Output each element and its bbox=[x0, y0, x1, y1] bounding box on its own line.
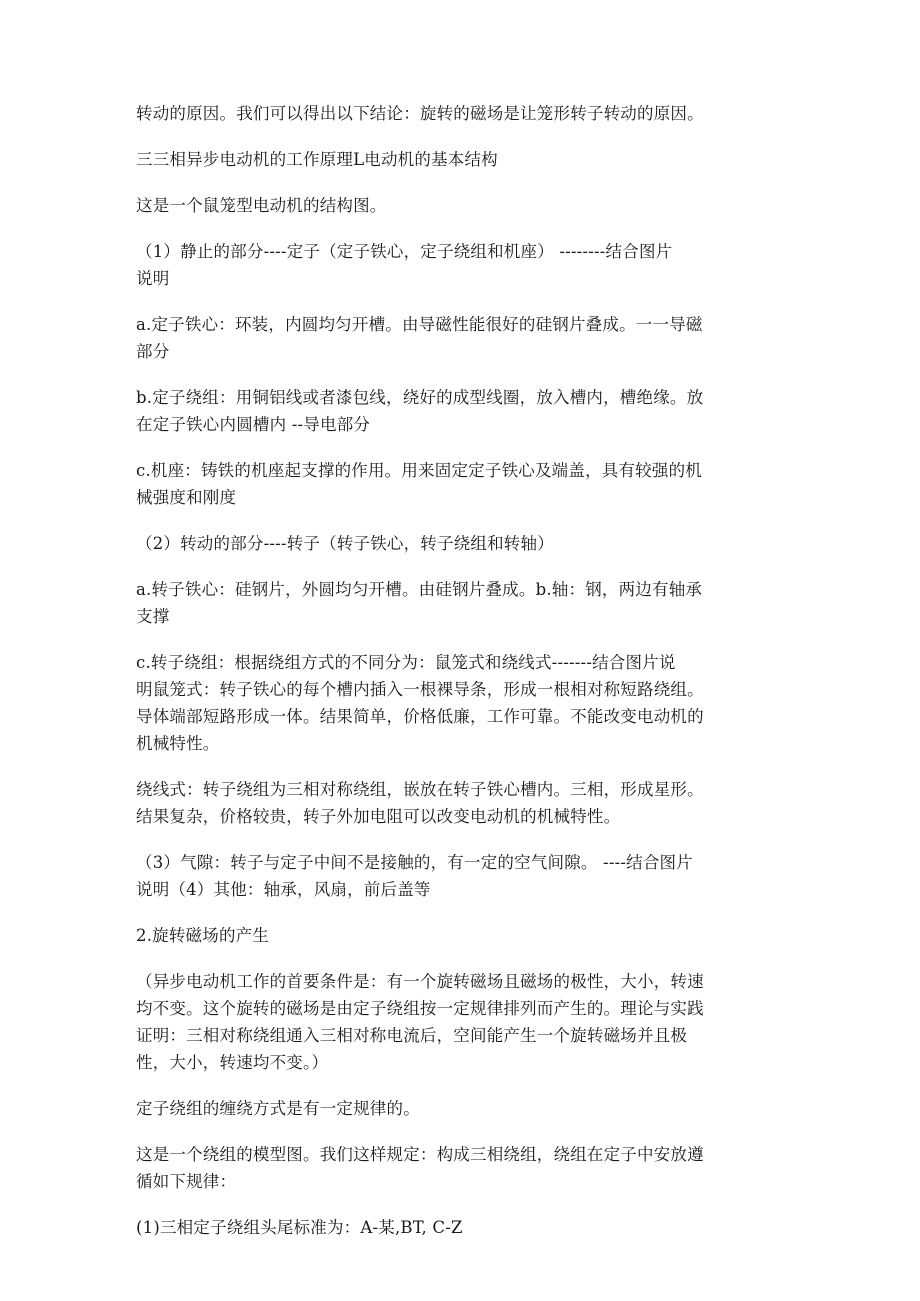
text-line: 说明（4）其他：轴承，风扇，前后盖等 bbox=[136, 880, 431, 899]
text-line: 结果复杂，价格较贵，转子外加电阻可以改变电动机的机械特性。 bbox=[136, 807, 621, 826]
paragraph bbox=[136, 384, 772, 438]
text-line: 均不变。这个旋转的磁场是由定子绕组按一定规律排列而产生的。理论与实践 bbox=[136, 999, 704, 1018]
paragraph bbox=[136, 192, 772, 219]
text-line: b.定子绕组：用铜铝线或者漆包线，绕好的成型线圈，放入槽内，槽绝缘。放 bbox=[136, 388, 704, 407]
text-line: (1)三相定子绕组头尾标准为：A-某,BT, C-Z bbox=[136, 1218, 463, 1237]
paragraph bbox=[136, 1095, 772, 1122]
paragraph bbox=[136, 849, 772, 903]
text-line: 在定子铁心内圆槽内 --导电部分 bbox=[136, 415, 371, 434]
paragraph bbox=[136, 530, 772, 557]
text-line: 这是一个绕组的模型图。我们这样规定：构成三相绕组，绕组在定子中安放遵 bbox=[136, 1145, 704, 1164]
paragraph bbox=[136, 968, 772, 1076]
text-line: 支撑 bbox=[136, 607, 170, 626]
paragraph bbox=[136, 576, 772, 630]
text-line: 部分 bbox=[136, 342, 170, 361]
text-line: （1）静止的部分----定子（定子铁心，定子绕组和机座） --------结合图片 bbox=[136, 242, 673, 261]
text-line: a.定子铁心：环装，内圆均匀开槽。由导磁性能很好的硅钢片叠成。一一导磁 bbox=[136, 315, 703, 334]
text-line: c.机座：铸铁的机座起支撑的作用。用来固定定子铁心及端盖，具有较强的机 bbox=[136, 461, 702, 480]
text-line: 械强度和刚度 bbox=[136, 488, 237, 507]
text-line: 定子绕组的缠绕方式是有一定规律的。 bbox=[136, 1099, 420, 1118]
text-line: 机械特性。 bbox=[136, 734, 220, 753]
paragraph bbox=[136, 776, 772, 830]
text-line: 说明 bbox=[136, 269, 170, 288]
paragraph bbox=[136, 100, 772, 127]
text-line: 绕线式：转子绕组为三相对称绕组，嵌放在转子铁心槽内。三相，形成星形。 bbox=[136, 780, 704, 799]
text-line: （2）转动的部分----转子（转子铁心，转子绕组和转轴） bbox=[136, 534, 554, 553]
text-line: 证明：三相对称绕组通入三相对称电流后，空间能产生一个旋转磁场并且极 bbox=[136, 1026, 688, 1045]
paragraph bbox=[136, 457, 772, 511]
text-line: 2.旋转磁场的产生 bbox=[136, 926, 270, 945]
text-line: c.转子绕组：根据绕组方式的不同分为：鼠笼式和绕线式-------结合图片说 bbox=[136, 653, 676, 672]
document-page bbox=[136, 100, 772, 1260]
text-line: 这是一个鼠笼型电动机的结构图。 bbox=[136, 196, 387, 215]
paragraph bbox=[136, 649, 772, 757]
paragraph bbox=[136, 146, 772, 173]
text-line: a.转子铁心：硅钢片，外圆均匀开槽。由硅钢片叠成。b.轴：钢，两边有轴承 bbox=[136, 580, 703, 599]
text-line: 导体端部短路形成一体。结果简单，价格低廉，工作可靠。不能改变电动机的 bbox=[136, 707, 704, 726]
paragraph bbox=[136, 922, 772, 949]
text-line: 循如下规律： bbox=[136, 1172, 237, 1191]
text-line: 转动的原因。我们可以得出以下结论：旋转的磁场是让笼形转子转动的原因。 bbox=[136, 104, 704, 123]
paragraph bbox=[136, 238, 772, 292]
paragraph bbox=[136, 311, 772, 365]
text-line: 明鼠笼式：转子铁心的每个槽内插入一根裸导条，形成一根相对称短路绕组。 bbox=[136, 680, 704, 699]
paragraph bbox=[136, 1141, 772, 1195]
text-line: 性，大小，转速均不变。） bbox=[136, 1053, 329, 1072]
text-line: （异步电动机工作的首要条件是：有一个旋转磁场且磁场的极性，大小，转速 bbox=[136, 972, 704, 991]
text-line: （3）气隙：转子与定子中间不是接触的，有一定的空气间隙。 ----结合图片 bbox=[136, 853, 693, 872]
text-line: 三三相异步电动机的工作原理L电动机的基本结构 bbox=[136, 150, 498, 169]
paragraph bbox=[136, 1214, 772, 1241]
